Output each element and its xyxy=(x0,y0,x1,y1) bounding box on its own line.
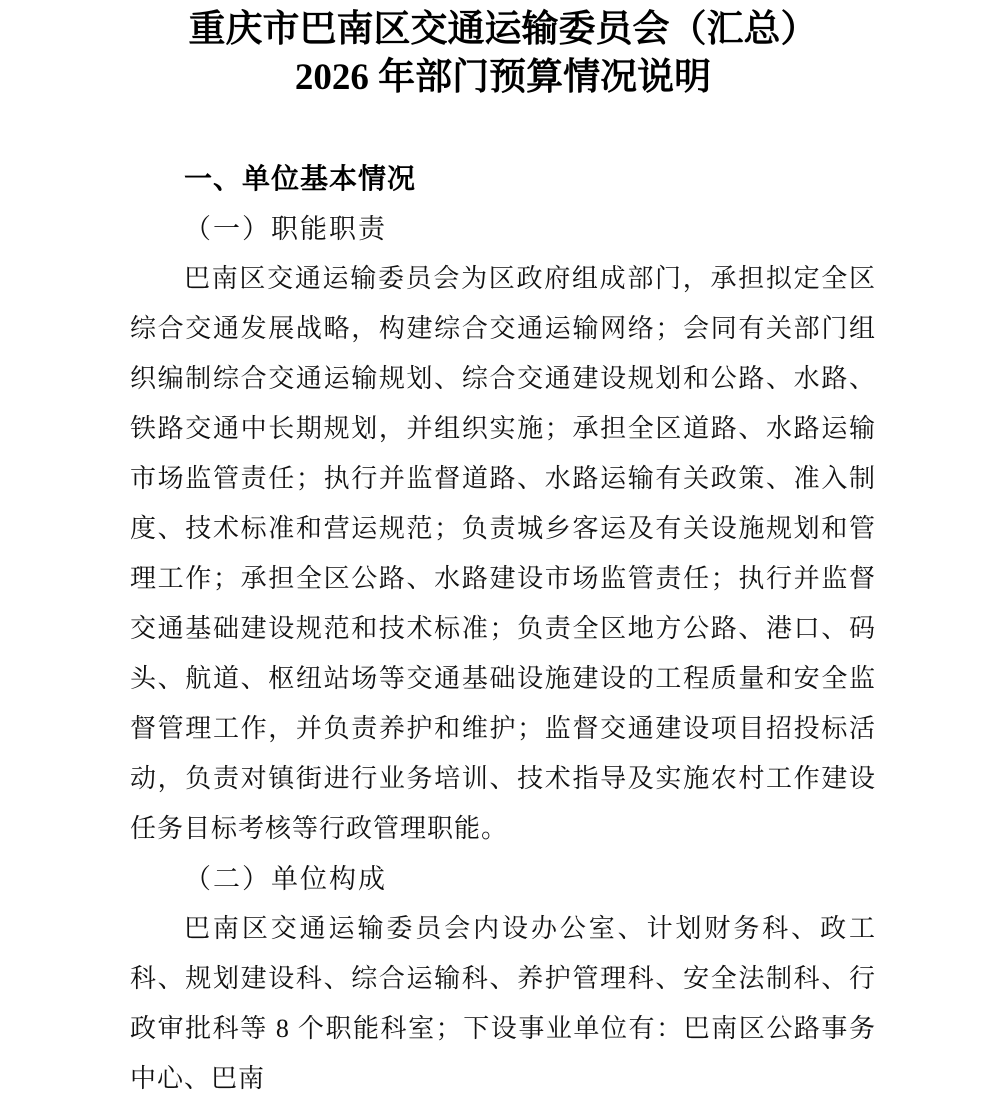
document-title xyxy=(130,6,876,102)
title-line-2: 2026 年部门预算情况说明 xyxy=(294,57,712,98)
paragraph-functions-duties: 巴南区交通运输委员会为区政府组成部门，承担拟定全区综合交通发展战略，构建综合交通运输网络；会同有关部门组织编制综合交通运输规划、综合交通建设规划和公路、水路、铁路交通中长期规划，并组织实施；承担全区道路、水路运输市场监管责任；执行并监督道路、水路运输有关政策、准入制度、技术标准和营运规范；负责城乡客运及有关设施规划和管理工作；承担全区公路、水路建设市场监管责任；执行并监督交通基础建设规范和技术标准；负责全区地方公路、港口、码头、航道、枢纽站场等交通基础设施建设的工程质量和安全监督管理工作，并负责养护和维护；监督交通建设项目招投标活动，负责对镇街进行业务培训、技术指导及实施农村工作建设任务目标考核等行政管理职能。 xyxy=(130,264,876,843)
subsection-heading-composition: （二）单位构成 xyxy=(184,864,387,894)
section-heading-basic-info: 一、单位基本情况 xyxy=(184,163,417,194)
subsection-heading-functions: （一）职能职责 xyxy=(184,214,387,244)
paragraph-unit-composition: 巴南区交通运输委员会内设办公室、计划财务科、政工科、规划建设科、综合运输科、养护管理科、安全法制科、行政审批科等 8 个职能科室；下设事业单位有：巴南区公路事务中心、巴南 xyxy=(130,914,876,1093)
title-line-1: 重庆市巴南区交通运输委员会（汇总） xyxy=(188,9,818,50)
